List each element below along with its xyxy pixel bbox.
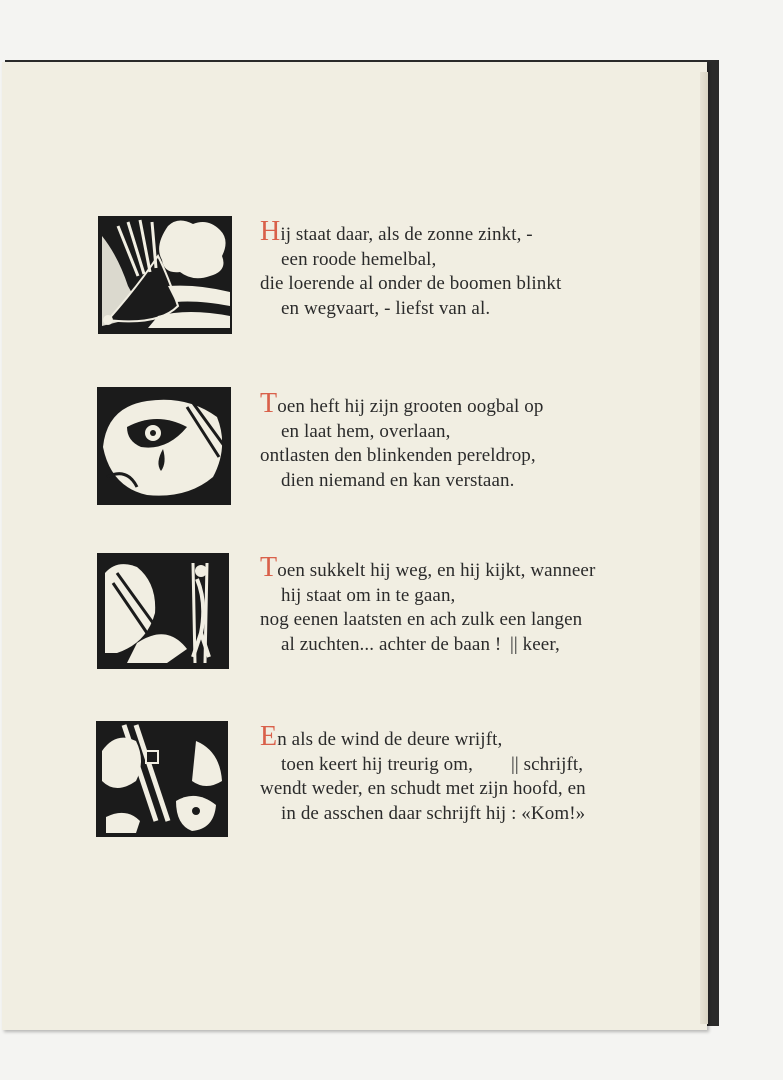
woodcut-window-figure — [96, 721, 228, 837]
drop-cap: T — [260, 388, 278, 419]
book-page — [2, 62, 707, 1030]
verse-line — [260, 753, 586, 778]
woodcut-figure-illustration — [97, 553, 229, 669]
woodcut-eye-illustration — [97, 387, 231, 505]
verse-line — [260, 216, 561, 248]
drop-cap: H — [260, 216, 281, 247]
drop-cap: E — [260, 721, 278, 752]
verse-line — [260, 633, 595, 658]
woodcut-sunset-illustration — [98, 216, 232, 334]
page-edge — [700, 72, 708, 1024]
woodcut-walking-figure — [97, 553, 229, 669]
verse-text: ij staat daar, als de zonne zinkt, - — [280, 224, 533, 245]
verse-text: oen heft hij zijn grooten oogbal op — [277, 396, 544, 417]
stanza-3 — [260, 552, 596, 657]
verse-line — [260, 388, 544, 420]
verse-line: in de asschen daar schrijft hij : «Kom!» — [281, 802, 586, 824]
verse-line — [260, 552, 596, 584]
stanza-1 — [260, 216, 562, 321]
verse-line: wendt weder, en schudt met zijn hoofd, en — [260, 778, 586, 799]
woodcut-eye-tear — [97, 387, 231, 505]
verse-line: hij staat om in te gaan, — [281, 584, 456, 606]
verse-line — [260, 721, 586, 753]
verse-line: nog eenen laatsten en ach zulk een langen — [260, 609, 583, 630]
woodcut-window-illustration — [96, 721, 228, 837]
stanza-4 — [260, 721, 586, 826]
verse-line: die loerende al onder de boomen blinkt — [260, 273, 562, 294]
verse-text: oen sukkelt hij weg, en hij kijkt, wanneer — [277, 560, 596, 581]
overflow-word: || schrijft, — [511, 753, 584, 775]
woodcut-sunset — [98, 216, 232, 334]
overflow-word: || keer, — [510, 633, 560, 655]
verse-text: n als de wind de deure wrijft, — [277, 729, 503, 750]
stanza-2 — [260, 388, 544, 493]
verse-line: ontlasten den blinkenden pereldrop, — [260, 445, 536, 466]
verse-line: en laat hem, overlaan, — [281, 420, 451, 442]
drop-cap: T — [260, 552, 278, 583]
verse-line: dien niemand en kan verstaan. — [281, 469, 515, 491]
verse-line: een roode hemelbal, — [281, 248, 437, 270]
verse-text: al zuchten... achter de baan ! — [281, 633, 502, 655]
verse-line: en wegvaart, - liefst van al. — [281, 297, 491, 319]
verse-text: toen keert hij treurig om, — [281, 753, 474, 775]
